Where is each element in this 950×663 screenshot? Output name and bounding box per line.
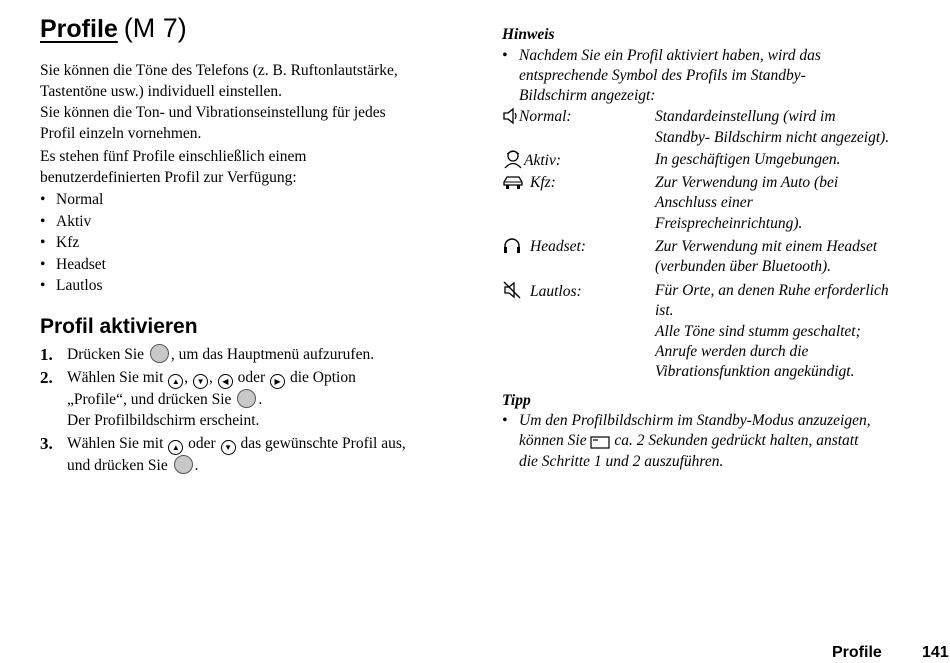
profile-desc: Zur Verwendung im Auto (bei — [655, 174, 839, 191]
intro-paragraph-2 — [40, 102, 470, 144]
down-key-icon: ▼ — [193, 374, 208, 389]
profile-desc: Standardeinstellung (wird im — [655, 108, 836, 125]
profile-row-headset: Headset: — [502, 236, 586, 261]
intro-paragraph-1 — [40, 60, 470, 102]
list-item: • Aktiv — [40, 212, 92, 230]
car-icon — [502, 173, 524, 197]
list-item: • Normal — [40, 191, 104, 208]
page-number: 141 — [922, 644, 949, 661]
profile-desc: Alle Töne sind stumm geschaltet; — [655, 323, 861, 340]
step-number: 2. — [40, 368, 53, 387]
profile-desc: Freisprecheinrichtung). — [655, 215, 803, 232]
section-title: Profil aktivieren — [40, 315, 198, 338]
list-item: • Kfz — [40, 234, 80, 251]
center-key-icon — [150, 344, 169, 363]
text-line: benutzerdefinierten Profil zur Verfügung: — [40, 169, 297, 186]
hint-line: Nachdem Sie ein Profil aktiviert haben, wird das — [519, 47, 821, 64]
tip-title: Tipp — [502, 392, 531, 409]
list-item: • Lautlos — [40, 277, 103, 294]
tip-line: die Schritte 1 und 2 auszuführen. — [519, 453, 724, 470]
hint-line: Bildschirm angezeigt: — [519, 87, 656, 104]
profile-row-normal: Normal: — [502, 106, 572, 131]
profile-desc: Zur Verwendung mit einem Headset — [655, 238, 878, 255]
bullet: • — [502, 47, 508, 64]
center-key-icon — [174, 455, 193, 474]
profile-desc: Für Orte, an denen Ruhe erforderlich — [655, 282, 889, 299]
profile-row-kfz: Kfz: — [502, 172, 556, 197]
profile-desc: (verbunden über Bluetooth). — [655, 258, 832, 275]
left-key-icon: ◀ — [218, 374, 233, 389]
tip-line: können Sie ca. 2 Sekunden gedrückt halten, anstatt — [519, 430, 858, 455]
profile-row-aktiv: Aktiv: — [502, 149, 561, 175]
step-number: 1. — [40, 345, 53, 364]
step-number: 3. — [40, 434, 53, 453]
profile-desc: Anschluss einer — [655, 194, 753, 211]
hint-line: entsprechende Symbol des Profils im Standby- — [519, 67, 806, 84]
profile-desc: Standby- Bildschirm nicht angezeigt). — [655, 129, 890, 146]
profile-desc: ist. — [655, 302, 674, 319]
profile-desc: In geschäftigen Umgebungen. — [655, 151, 841, 168]
down-key-icon: ▼ — [221, 440, 236, 455]
profile-row-lautlos: Lautlos: — [502, 280, 582, 306]
text-line: Tastentöne usw.) individuell einstellen. — [40, 83, 282, 100]
text-line: Sie können die Ton- und Vibrationseinstellung für jedes — [40, 104, 386, 121]
bullet: • — [502, 412, 508, 429]
muted-speaker-icon — [502, 280, 522, 306]
profile-list — [40, 189, 106, 297]
text-line: Es stehen fünf Profile einschließlich einem — [40, 148, 307, 165]
page-title-row — [40, 13, 187, 43]
right-key-icon: ▶ — [270, 374, 285, 389]
center-key-icon — [237, 389, 256, 408]
tip-line: Um den Profilbildschirm im Standby-Modus anzuzeigen, — [519, 412, 871, 429]
page-title: Profile — [40, 15, 118, 43]
text-line: Profil einzeln vornehmen. — [40, 125, 202, 142]
intro-paragraph-3 — [40, 146, 470, 188]
headset-icon — [502, 237, 522, 261]
list-item: • Headset — [40, 255, 106, 273]
speaker-icon — [502, 107, 519, 131]
profile-desc: Anrufe werden durch die — [655, 343, 809, 360]
text-line: Sie können die Töne des Telefons (z. B. Ruftonlautstärke, — [40, 62, 398, 79]
menu-code: (M 7) — [123, 13, 187, 43]
up-key-icon: ▲ — [168, 440, 183, 455]
hint-title: Hinweis — [502, 26, 555, 43]
profile-desc: Vibrationsfunktion angekündigt. — [655, 363, 855, 380]
footer-section: Profile — [832, 644, 882, 661]
up-key-icon: ▲ — [168, 374, 183, 389]
